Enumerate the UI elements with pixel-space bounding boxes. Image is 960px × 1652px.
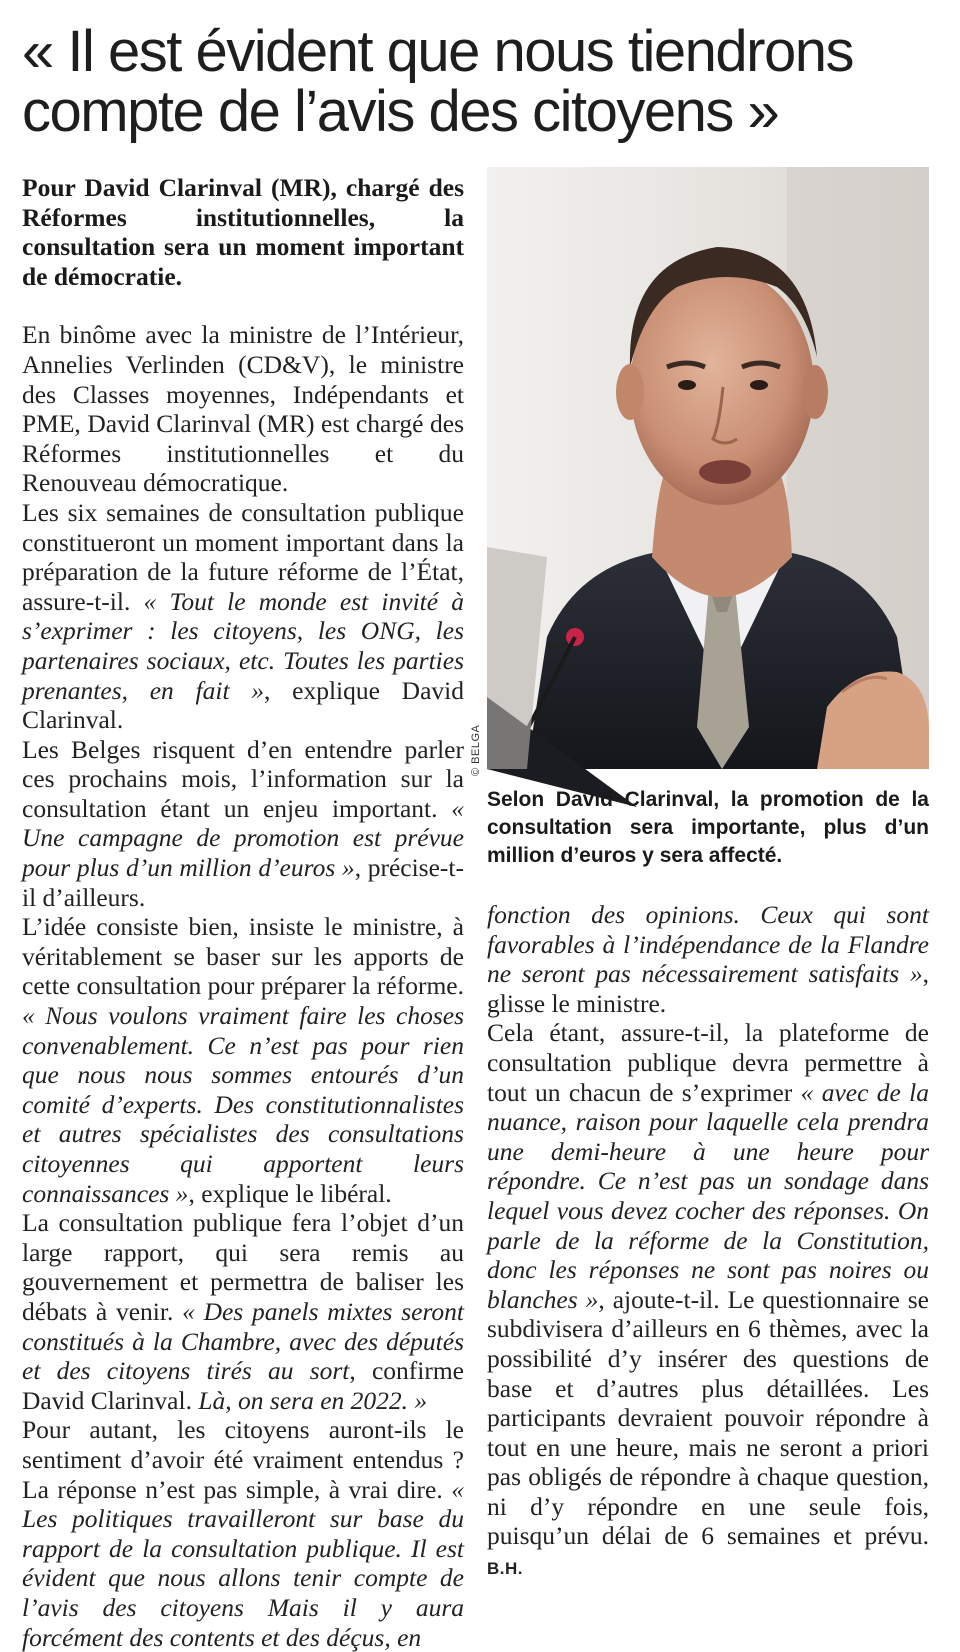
quote: « Les politiques travailleront sur base du rapport de la consultation publique. Il est évident que nous allons tenir compte de l’avis des citoyens Mais il y aura forcément des contents et des déçus, en [22, 1474, 464, 1652]
text: Les six semaines de consultation publique constitueront un moment important dans la préparation de la future réforme de l’État, assure-t-il. [22, 497, 464, 616]
quote: fonction des opinions. Ceux qui sont favorables à l’indépendance de la Flandre ne seront pas nécessairement satisfaits » [487, 900, 929, 989]
quote: « Nous voulons vraiment faire les choses convenablement. Ce n’est pas pour rien que nous nous sommes entourés d’un comité d’experts. Des constitutionnalistes et autres spécialistes des consultations citoyennes qui apportent leurs connaissances » [22, 1001, 464, 1208]
article-column-left [22, 173, 464, 1652]
quote: « Tout le monde est invité à s’exprimer : les citoyens, les ONG, les partenaires sociaux, etc. Toutes les parties prenantes, en fait » [22, 586, 465, 705]
lead-paragraph: Pour David Clarinval (MR), chargé des Réformes institutionnelles, la consultation sera un moment important de démocratie. [22, 173, 464, 291]
text: L’idée consiste bien, insiste le ministre, à véritablement se baser sur les apports de cette consultation pour préparer la réforme. [22, 912, 464, 1001]
body-paragraph [22, 320, 464, 498]
text: Les Belges risquent d’en entendre parler ces prochains mois, l’information sur la consultation étant un enjeu important. [22, 734, 464, 823]
body-paragraph [22, 735, 464, 913]
article-column-right [487, 900, 929, 1584]
author-signature: B.H. [487, 1559, 523, 1579]
body-paragraph [487, 900, 929, 1018]
text: , explique le libéral. [188, 1178, 392, 1208]
headline-line-1: « Il est évident que nous tiendrons [22, 19, 853, 84]
photo-credit [466, 720, 486, 780]
text: La consultation publique fera l’objet d’un large rapport, qui sera remis au gouvernement et permettra de baliser les débats à venir. [22, 1208, 464, 1326]
text: , confirme David Clarinval. [22, 1356, 464, 1415]
portrait-photo [487, 167, 929, 769]
quote: « avec de la nuance, raison pour laquelle cela prendra une demi-heure à une heure pour répondre. Ce n’est pas un sondage dans lequel vous devez cocher des réponses. On parle de la réforme de la Constitution, donc les réponses ne sont pas noires ou blanches » [487, 1077, 929, 1314]
body-paragraph [22, 498, 464, 735]
photo-credit-text: © BELGA [470, 724, 482, 776]
body-paragraph [22, 1208, 464, 1415]
photo-caption: Selon David Clarinval, la promotion de la consultation sera importante, plus d’un million d’euros y sera affecté. [487, 788, 929, 867]
text: Pour autant, les citoyens auront-ils le sentiment d’avoir été vraiment entendus ? La réponse n’est pas simple, à vrai dire. [22, 1415, 464, 1504]
body-paragraph [487, 1018, 929, 1583]
quote: « Une campagne de promotion est prévue pour plus d’un million d’euros » [22, 793, 464, 883]
text: En binôme avec la ministre de l’Intérieur, Annelies Verlinden (CD&V), le ministre des Classes moyennes, Indépendants et PME, David Clarinval (MR) est chargé des Réformes institutionnelles et du Renouveau démocratique. [22, 320, 464, 498]
quote: Là, on sera en 2022. » [198, 1385, 428, 1415]
text: , ajoute-t-il. Le questionnaire se subdivisera d’ailleurs en 6 thèmes, avec la possibilité d’y insérer des questions de base et d’autres plus détaillées. Les participants devraient pouvoir répondre à tout en une heure, mais ne seront a priori pas obligés de répondre à chaque question, ni d’y répondre en une seule fois, puisqu’un délai de 6 semaines et prévu. [487, 1284, 929, 1551]
text: , glisse le ministre. [487, 959, 929, 1018]
headline-line-2: compte de l’avis des citoyens » [22, 79, 779, 144]
body-paragraph [22, 1415, 464, 1652]
body-paragraph [22, 912, 464, 1208]
text: Cela étant, assure-t-il, la plateforme de consultation publique devra permettre à tout un chacun de s’exprimer [487, 1018, 929, 1107]
headline [22, 19, 942, 144]
text: , précise-t-il d’ailleurs. [22, 853, 464, 912]
quote: « Des panels mixtes seront constitués à la Chambre, avec des députés et des citoyens tirés au sort [22, 1296, 465, 1386]
portrait-illustration [487, 167, 929, 769]
text: , explique David Clarinval. [22, 675, 464, 735]
